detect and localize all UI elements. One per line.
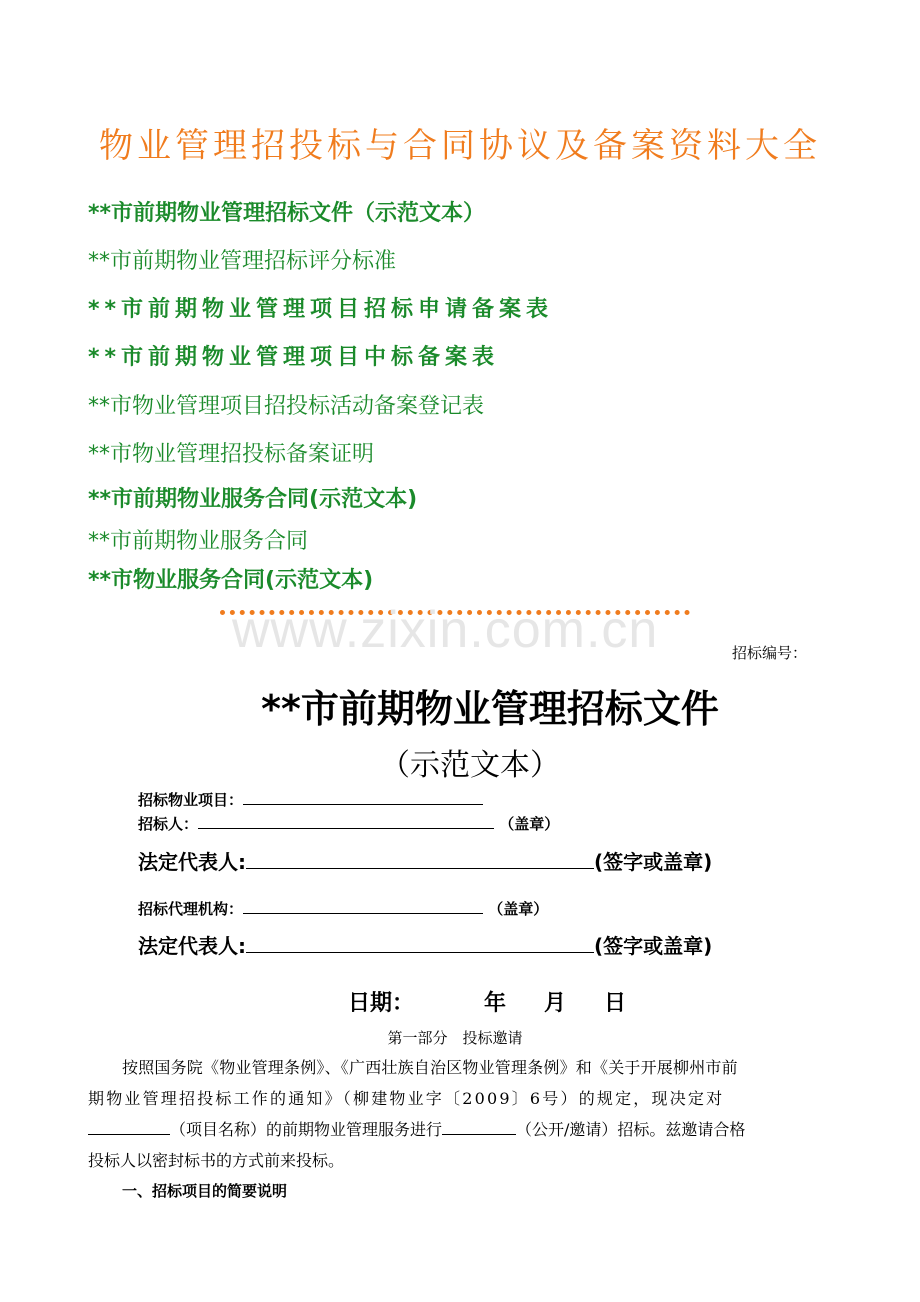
tenderer-seal-note: （盖章） bbox=[499, 815, 560, 833]
project-name-blank[interactable] bbox=[88, 1116, 170, 1135]
agency-label: 招标代理机构： bbox=[138, 900, 244, 918]
tenderer-blank[interactable] bbox=[198, 812, 494, 829]
tenderer-label: 招标人： bbox=[138, 815, 199, 833]
toc-item-winning-bid-form[interactable]: **市前期物业管理项目中标备案表 bbox=[88, 345, 500, 370]
project-blank[interactable] bbox=[243, 788, 483, 805]
document-title: **市前期物业管理招标文件 bbox=[261, 687, 719, 731]
collection-title: 物业管理招投标与合同协议及备案资料大全 bbox=[99, 126, 821, 166]
legal-rep-label: 法定代表人: bbox=[138, 850, 246, 874]
agency-seal-note: （盖章） bbox=[488, 900, 549, 918]
legal-rep2-label: 法定代表人: bbox=[138, 934, 246, 958]
toc-item-service-contract-template[interactable]: **市物业服务合同(示范文本) bbox=[88, 568, 374, 593]
tenderer-field bbox=[138, 812, 559, 834]
agency-blank[interactable] bbox=[243, 897, 483, 914]
paragraph-line-1: 按照国务院《物业管理条例》、《广西壮族自治区物业管理条例》和《关于开展柳州市前 bbox=[122, 1058, 738, 1077]
legal-rep2-blank[interactable] bbox=[246, 932, 594, 953]
toc-item-preliminary-contract-template[interactable]: **市前期物业服务合同(示范文本) bbox=[88, 487, 418, 512]
paragraph-line-2: 期物业管理招投标工作的通知》（柳建物业字〔2009〕6号）的规定，现决定对 bbox=[88, 1089, 725, 1108]
paragraph-line-3a: （项目名称）的前期物业管理服务进行 bbox=[170, 1120, 443, 1139]
paragraph-line-4: 投标人以密封标书的方式前来投标。 bbox=[88, 1151, 345, 1170]
invitation-paragraph bbox=[88, 1052, 830, 1176]
document-subtitle: （示范文本） bbox=[380, 748, 560, 783]
toc-item-scoring-standard[interactable]: **市前期物业管理招标评分标准 bbox=[88, 249, 397, 274]
date-label: 日期： bbox=[348, 991, 415, 1016]
paragraph-line-3 bbox=[88, 1114, 830, 1145]
toc-item-preliminary-contract[interactable]: **市前期物业服务合同 bbox=[88, 529, 309, 554]
bid-number-label: 招标编号： bbox=[732, 644, 808, 662]
paragraph-line-3b: （公开/邀请）招标。兹邀请合格 bbox=[516, 1120, 746, 1139]
date-year: 年 bbox=[484, 991, 507, 1016]
toc-item-filing-certificate[interactable]: **市物业管理招投标备案证明 bbox=[88, 442, 375, 467]
date-month: 月 bbox=[544, 991, 567, 1016]
legal-rep-sign-note: (签字或盖章) bbox=[594, 850, 713, 874]
legal-rep-field bbox=[138, 846, 712, 875]
tender-method-blank[interactable] bbox=[442, 1116, 516, 1135]
legal-rep2-sign-note: (签字或盖章) bbox=[594, 934, 713, 958]
agency-field bbox=[138, 897, 548, 919]
toc-item-registration-form[interactable]: **市物业管理项目招投标活动备案登记表 bbox=[88, 394, 485, 419]
project-label: 招标物业项目： bbox=[138, 791, 244, 809]
project-field bbox=[138, 788, 483, 810]
toc-item-bid-document[interactable]: **市前期物业管理招标文件（示范文本） bbox=[88, 201, 486, 226]
subsection-heading: 一、招标项目的简要说明 bbox=[122, 1182, 288, 1200]
date-day: 日 bbox=[604, 991, 627, 1016]
legal-rep2-field bbox=[138, 930, 712, 959]
legal-rep-blank[interactable] bbox=[246, 848, 594, 869]
section-title: 第一部分 投标邀请 bbox=[387, 1029, 523, 1047]
watermark: www.zixin.com.cn bbox=[232, 601, 659, 659]
date-line bbox=[348, 986, 626, 1017]
toc-item-bid-application-form[interactable]: **市前期物业管理项目招标申请备案表 bbox=[88, 297, 554, 322]
